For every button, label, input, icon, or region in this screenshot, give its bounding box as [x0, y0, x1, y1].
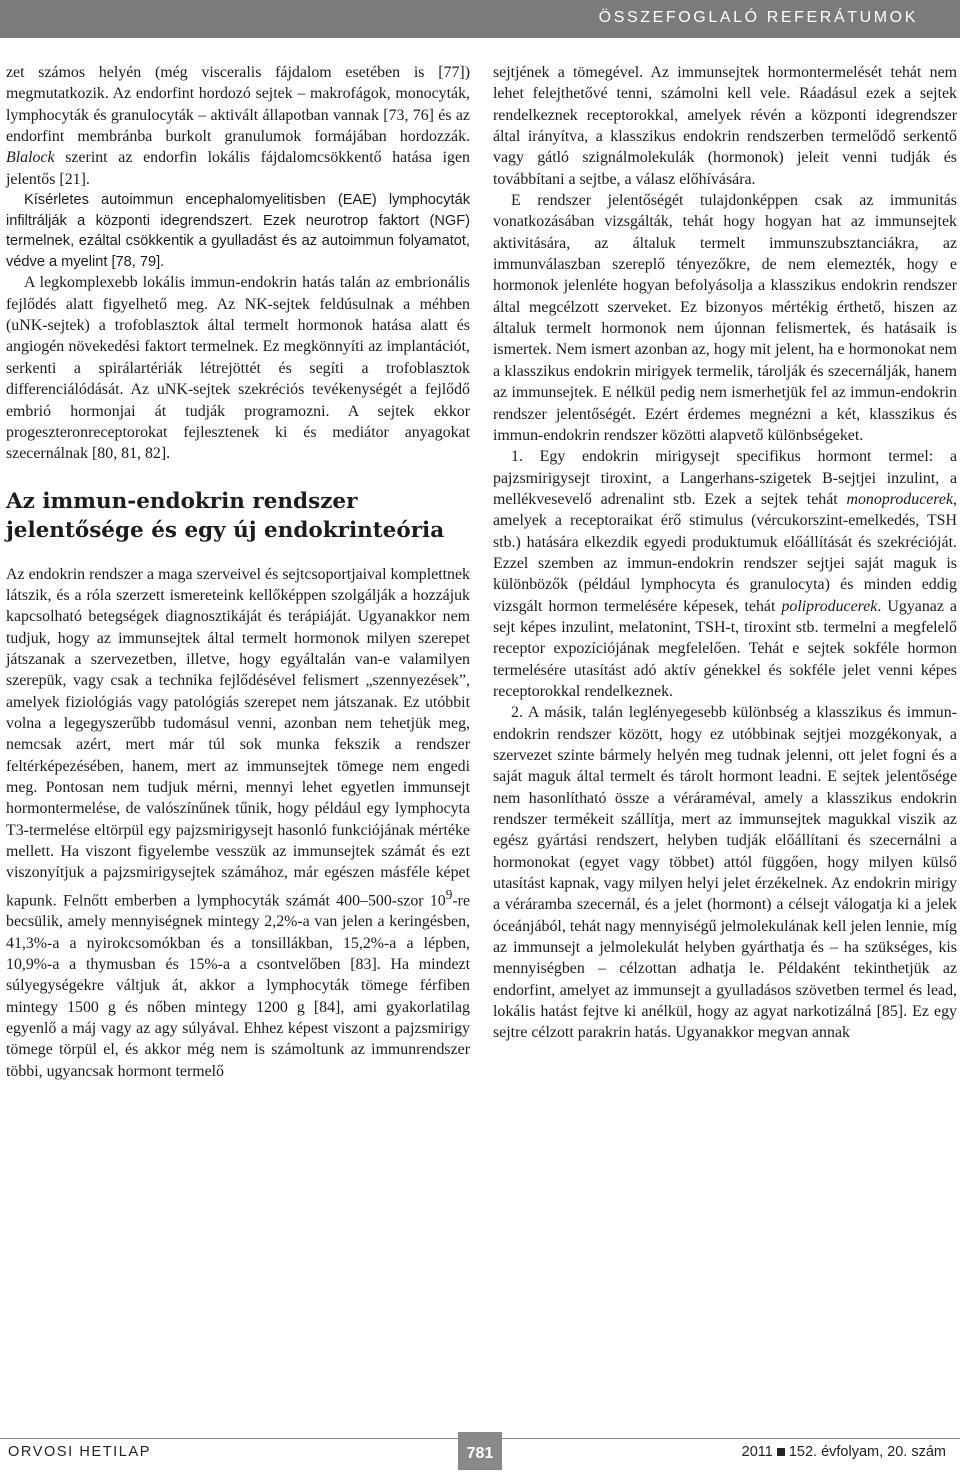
- section-heading: Az immun-endokrin rendszer jelentősége és egy új endokrinteória: [6, 488, 445, 543]
- paragraph-significance: E rendszer jelentőségét tulajdonképpen csak az immunitás vonatkozásában vizsgálták, tehát hogy hogyan hat az immunsejtek aktivitására, az általuk termelt immunszubsztanciákra, az immunválaszban szereplő tényezőkre, de nem elemezték, hogy e hormonok jelenléte hogyan befolyásolja a klasszikus endokrin rendszer által megcélzott szerveket. Ez bizonyos mértékig érthető, hiszen az általuk termelt hormonok nem újonnan felismertek, és hatásaik is ismertek. Nem ismert azonban az, hogy mit jelent, ha e hormonokat nem a klasszikus endokrin mirigyek termelik, tárolják és szecernálják, hanem az immunsejtek. E nélkül pedig nem ismerhetjük fel az immun-endokrin rendszer jelentőségét. Ezért érdemes megnézni a két, klasszikus és immun-endokrin rendszer közötti alapvető különbségeket.: [493, 192, 957, 444]
- term-poliproducer: poliproducerek: [781, 597, 878, 615]
- paragraph-endorphin-rest: szerint az endorfin lokális fájdalomcsökkentő hatása igen jelentős [21].: [6, 149, 470, 188]
- page-number: 781: [458, 1432, 502, 1470]
- page-footer: [0, 1432, 960, 1470]
- paragraph-difference-2: 2. A másik, talán leglényegesebb különbség a klasszikus és immun-endokrin rendszer között, hogy ez utóbbinak sejtjei mozgékonyak, a szervezet szinte bármely helyén meg tudnak jelenni, ott jelet fogni és a saját maguk által termelt és tárolt hormont leadni. E sejtek jelentősége nem hasonlítható össze a véráraméval, amely a klasszikus endokrin rendszer termékeit szállítja, mert az immunsejtek magukkal viszik az egész gyártási rendszert, helyben tudják előállítani és szecernálni a hormonokat (egyet vagy többet) attól függően, hogy milyen külső utasítást kapnak, vagy milyen helyi jelet érzékelnek. Az endokrin mirigy a véráramba szecernál, és a jelet (hormont) a célsejt válogatja ki a jelek óceánjából, tehát nagy mennyiségű jelmolekulának kell jelen lennie, míg az immunsejt a jelmolekulát helyben gyárthatja és – ha szükséges, kis mennyiségben – célzottan adhatja le. Példaként tekinthetjük az endorfint, amelyet az immunsejt a gyulladásos szövetben termel és lead, lokális hatást fejtve ki anélkül, hogy az agyat narkotizálná [85]. Ez egy sejtre célzott parakrin hatás. Ugyanakkor megvan annak: [493, 704, 957, 1042]
- issue-info: [742, 1444, 946, 1460]
- difference-1-end: . Ugyanaz a sejt képes inzulint, melatonint, TSH-t, tiroxint stb. termelni a megfelelő receptor expozíciójának megfelelően. Tehát e sejtek sokféle hormon termelésére utasítást adó aktív génekkel és sokféle jelet venni képes receptorokkal rendelkeznek.: [493, 597, 957, 700]
- paragraph-endocrine-system: [6, 564, 470, 1083]
- paragraph-endocrine-text: Az endokrin rendszer a maga szerveivel és sejtcsoportjaival komplettnek látszik, és a róla szerzett ismereteink kellőképpen szolgálják a hozzájuk kapcsolható betegségek diagnosztikáját és terápiáját. Ugyanakkor nem tudjuk, hogy az immunsejtek által termelt hormonok milyen szerepet játszanak a szervezetben, illetve, hogy egyáltalán van-e valamilyen szerepük, vagy csak a technika fejlődésével felismert „szennyezések”, amelyek fiziológiás vagy patológiás szerepet nem játszanak. Ez utóbbit volna a legegyszerűbb tudomásul venni, azonban nem tehetjük meg, nemcsak azért, mert már túl sok munka fekszik a rendszer feltérképezésében, hanem, mert az immunsejtek tömege nem engedi meg. Pontosan nem tudjuk mérni, mennyi lehet egyetlen immunsejt hormontermelése, de valószínűnek tűnik, hogy például egy lymphocyta T3-termelése eltörpül egy pajzsmirigysejt hasonló funkciójának mértéke mellett. Ha viszont figyelembe vesszük az immunsejtek számát és ezt viszonyítjuk a pajzsmirigysejtek számához, már egészen másféle képet kapunk. Felnőtt emberben a lymphocyták számát 400–500-szor 10: [6, 565, 470, 909]
- paragraph-immune-hormones: sejtjének a tömegével. Az immunsejtek hormontermelését tehát nem lehet felejthetővé tenni, számolni kell vele. Ráadásul ezek a sejtek rendelkeznek receptorokkal, amelyek révén a központi idegrendszer által irányítva, a klasszikus endokrin rendszerben termelődő serkentő vagy gátló szignálmolekulák (hormonok) jeleit venni tudják és továbbítani a sejtbe, a válasz előhívására.: [493, 64, 957, 188]
- author-name: Blalock: [6, 149, 55, 167]
- issue-volume: 152. évfolyam, 20. szám: [788, 1444, 946, 1460]
- left-column: [6, 62, 470, 1082]
- term-monoproducer: monoproducerek: [846, 490, 954, 508]
- paragraph-difference-1: [493, 446, 957, 702]
- issue-year: 2011: [741, 1444, 773, 1460]
- section-title: ÖSSZEFOGLALÓ REFERÁTUMOK: [598, 9, 918, 26]
- difference-1-text: 1. Egy endokrin mirigysejt specifikus hormont termel: a pajzsmirigysejt tiroxint, a Langerhans-szigetek B-sejtjei inzulint, a mellékvesevelő adrenalint stb. Ezek a sejtek tehát: [493, 448, 957, 508]
- paragraph-endorphin-text: zet számos helyén (még visceralis fájdalom esetében is [77]) megmutatkozik. Az endorfint hordozó sejtek – makrofágok, monocyták, lymphocyták és granulocyták – aktivált állapotban vannak [73, 76] és az endorfint membránba burkolt granulumok formájában hordozzák.: [6, 64, 470, 146]
- paragraph-embryonic: A legkomplexebb lokális immun-endokrin hatás talán az embrionális fejlődés alatt figyelhető meg. Az NK-sejtek feldúsulnak a méhben (uNK-sejtek) a trofoblasztok által termelt hormonok hatása alatt és angiogén növekedési faktort termelnek. Ez megkönnyíti az implantációt, serkenti a spirálartériák létrejöttét és segíti a trofoblasztok differenciálódását. Az uNK-sejtek szekréciós tevékenységét a fejlődő embrió hormonjai át tudják programozni. A sejtek ekkor progeszteronreceptorokat fejlesztenek ki és mediátor anyagokat szecernálnak [80, 81, 82].: [6, 274, 470, 463]
- journal-name: ORVOSI HETILAP: [8, 1444, 152, 1460]
- paragraph-eae: Kísérletes autoimmun encephalomyelitisben (EAE) lymphocyták infiltrálják a központi idegrendszert. Ezek neurotrop faktort (NGF) termelnek, ezáltal csökkentik a gyulladást és az autoimmun folyamatot, védve a myelint [78, 79].: [6, 192, 470, 270]
- paragraph-endocrine-rest: -re becsülik, amely mennyiségnek mintegy 2,2%-a van jelen a keringésben, 41,3%-a a nyirokcsomókban és a tonsillákban, 15,2%-a a lépben, 10,9%-a a thymusban és 15%-a a csontvelőben [83]. Ha mindezt súlyegységekre váltjuk át, akkor a lymphocyták tömege férfiben mintegy 1500 g és nőben mintegy 1200 g [84], ami gyakorlatilag egyenlő a máj vagy az agy súlyával. Ehhez képest viszont a pajzsmirigy tömege törpül el, és akkor még nem is számoltunk az immunrendszer többi, ugyancsak hormont termelő: [6, 891, 470, 1080]
- difference-1-middle: , amelyek a receptoraikat érő stimulus (vércukorszint-emelkedés, TSH stb.) hatására elkezdik egyedi produktumuk előállítását és szekrécióját. Ezzel szemben az immun-endokrin rendszer sejtjei saját maguk is különbözők (például lymphocyta és granulocyta) és minden eddig vizsgált hormon termelésére képesek, tehát: [493, 490, 957, 615]
- paragraph-endorphin: [6, 62, 470, 190]
- exponent: 9: [445, 886, 453, 902]
- square-bullet-icon: [777, 1448, 785, 1456]
- running-header: [0, 0, 960, 38]
- right-column: [493, 62, 957, 1044]
